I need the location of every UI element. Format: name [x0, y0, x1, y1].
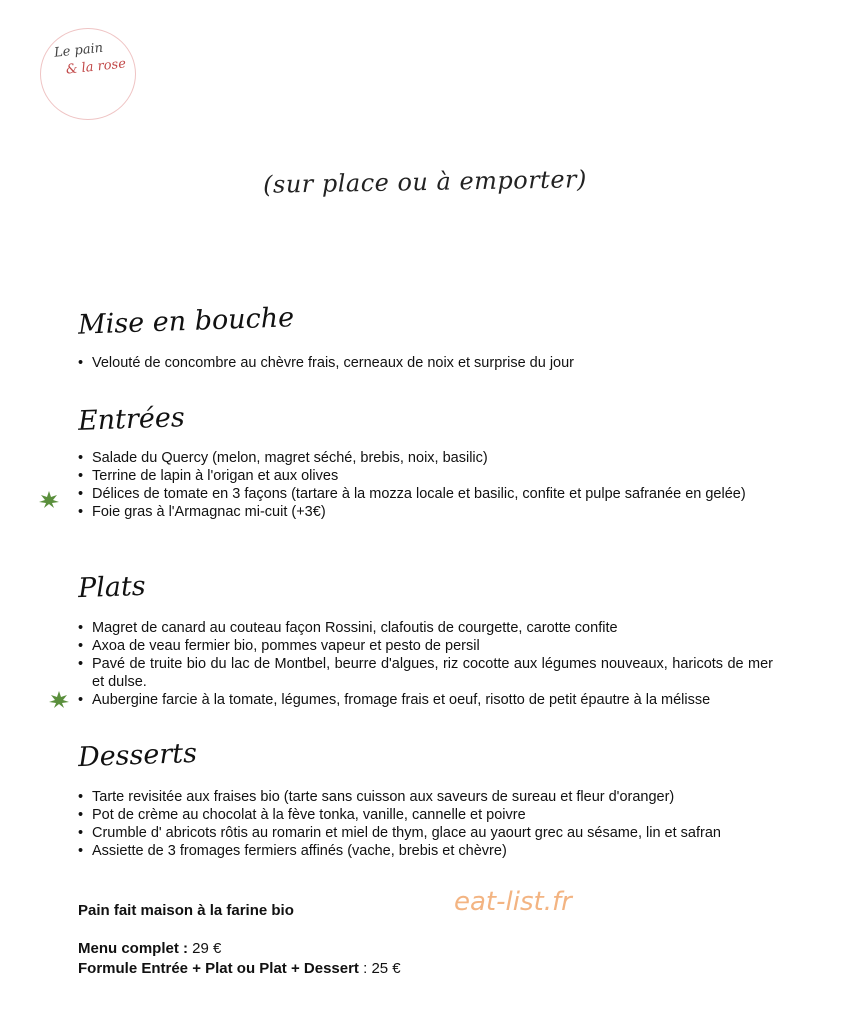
list-item: • Pot de crème au chocolat à la fève tonka, vanille, cannelle et poivre	[78, 806, 773, 824]
list-item: • Assiette de 3 fromages fermiers affinés (vache, brebis et chèvre)	[78, 842, 773, 860]
list-item: • Délices de tomate en 3 façons (tartare à la mozza locale et basilic, confite et pulpe safranée en gelée)	[78, 485, 773, 503]
list-item: • Pavé de truite bio du lac de Montbel, beurre d'algues, riz cocotte aux légumes nouveaux, haricots de mer et dulse.	[78, 655, 773, 691]
plats-list	[78, 619, 773, 709]
logo-line-1: Le pain	[53, 40, 104, 61]
restaurant-logo	[40, 28, 136, 120]
list-item: • Velouté de concombre au chèvre frais, cerneaux de noix et surprise du jour	[78, 354, 773, 372]
watermark: eat-list.fr	[454, 887, 572, 917]
bread-note: Pain fait maison à la farine bio	[78, 902, 294, 919]
list-item: • Crumble d' abricots rôtis au romarin et miel de thym, glace au yaourt grec au sésame, lin et safran	[78, 824, 773, 842]
menu-subtitle: (sur place ou à emporter)	[262, 165, 588, 199]
logo-line-2: & la rose	[65, 56, 127, 78]
section-title-desserts: Desserts	[77, 737, 198, 774]
list-item: • Salade du Quercy (melon, magret séché, brebis, noix, basilic)	[78, 449, 773, 467]
list-item: • Terrine de lapin à l'origan et aux olives	[78, 467, 773, 485]
list-item: • Aubergine farcie à la tomate, légumes, fromage frais et oeuf, risotto de petit épautre à la mélisse	[78, 691, 773, 709]
menu-complet-price	[78, 940, 221, 958]
formule-label: Formule Entrée + Plat ou Plat + Dessert	[78, 960, 359, 977]
menu-complet-value: 29 €	[188, 940, 222, 957]
list-item: • Tarte revisitée aux fraises bio (tarte sans cuisson aux saveurs de sureau et fleur d'oranger)	[78, 788, 773, 806]
section-title-entrees: Entrées	[77, 402, 186, 437]
formule-price	[78, 960, 401, 978]
logo-text	[53, 37, 128, 80]
list-item: • Foie gras à l'Armagnac mi-cuit (+3€)	[78, 503, 773, 521]
section-title-mise-en-bouche: Mise en bouche	[77, 302, 295, 341]
mise-en-bouche-list	[78, 354, 773, 372]
desserts-list	[78, 788, 773, 860]
entrees-list	[78, 449, 773, 521]
list-item: • Axoa de veau fermier bio, pommes vapeur et pesto de persil	[78, 637, 773, 655]
leaf-icon	[48, 690, 70, 710]
leaf-icon	[38, 490, 60, 510]
section-title-plats: Plats	[77, 570, 147, 605]
menu-complet-label: Menu complet :	[78, 940, 189, 957]
list-item: • Magret de canard au couteau façon Rossini, clafoutis de courgette, carotte confite	[78, 619, 773, 637]
formule-value: : 25 €	[358, 960, 401, 977]
